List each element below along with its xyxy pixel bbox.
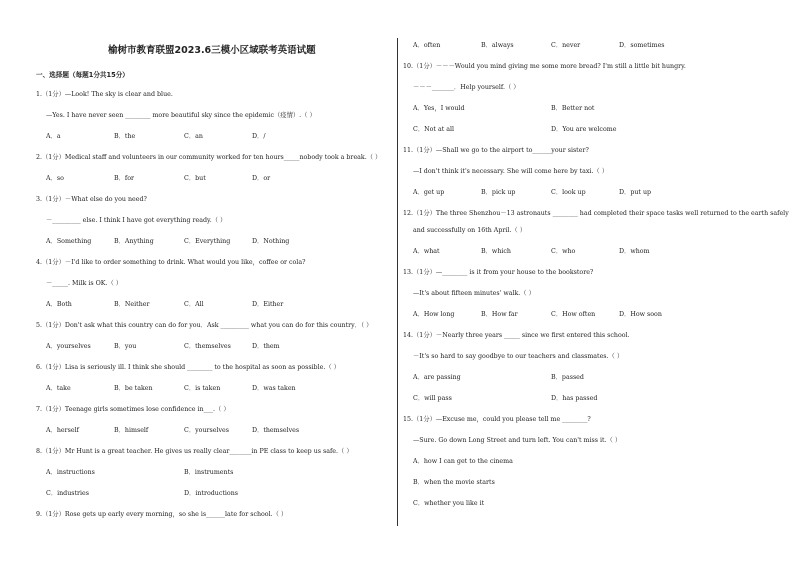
answer-option: D．Nothing: [252, 238, 290, 245]
answer-option: D．or: [252, 175, 271, 182]
answer-option: A．Yes，I would: [413, 105, 465, 112]
answer-option: C．Not at all: [413, 126, 455, 133]
question-stem: 2.（1分）Medical staff and volunteers in our community worked for ten hours_____nobody took a break.（ ）: [36, 154, 382, 161]
question-line: －_________ else. I think I have got everything ready.（ ）: [46, 217, 227, 224]
answer-option: C．an: [184, 133, 203, 140]
exam-title: 榆树市教育联盟2023.6三模小区域联考英语试题: [108, 45, 316, 56]
question-stem: 13.（1分）—________ is it from your house to the bookstore?: [403, 269, 594, 276]
answer-option: D．themselves: [252, 427, 300, 434]
answer-option: D．Either: [252, 301, 284, 308]
answer-option: B．pick up: [481, 189, 516, 196]
answer-option: C．All: [184, 301, 204, 308]
question-line: —Yes. I have never seen ________ more beautiful sky since the epidemic（疫情）.（ ）: [46, 112, 316, 119]
question-line: －_____. Milk is OK.（ ）: [46, 280, 123, 287]
answer-option: A．so: [46, 175, 64, 182]
question-stem: 11.（1分）—Shall we go to the airport to______your sister?: [403, 147, 589, 154]
answer-option: B．How far: [481, 311, 518, 318]
question-stem: 7.（1分）Teenage girls sometimes lose confidence in___.（ ）: [36, 406, 230, 413]
answer-option: C．never: [551, 42, 581, 49]
answer-option: D．/: [252, 133, 266, 140]
question-line: —Sure. Go down Long Street and turn left. You can't miss it.（ ）: [413, 437, 622, 444]
section-heading: 一、选择题（每题1分共15分）: [36, 71, 129, 79]
answer-option: A．Something: [46, 238, 92, 245]
answer-option: A．take: [46, 385, 71, 392]
answer-option: C．is taken: [184, 385, 221, 392]
answer-option: B．Anything: [114, 238, 154, 245]
answer-option: A．get up: [413, 189, 445, 196]
question-stem: 9.（1分）Rose gets up early every morning，so she is______late for school.（ ）: [36, 511, 288, 518]
answer-option: B．always: [481, 42, 514, 49]
answer-option: C．industries: [46, 490, 90, 497]
answer-option: D．introductions: [184, 490, 238, 497]
answer-option: C．but: [184, 175, 206, 182]
answer-option: C．Everything: [184, 238, 231, 245]
question-stem: 5.（1分）Don't ask what this country can do for you．Ask _________ what you can do for this country．（ ）: [36, 322, 373, 329]
answer-option: B．instruments: [184, 469, 234, 476]
question-line: －It's so hard to say goodbye to our teachers and classmates.（ ）: [413, 353, 624, 360]
answer-option: C．How often: [551, 311, 596, 318]
question-line: －－－_______．Help yourself.（ ）: [413, 84, 520, 91]
answer-option: B．you: [114, 343, 137, 350]
question-stem: 14.（1分）－Nearly three years _____ since we first entered this school.: [403, 332, 630, 339]
answer-option: B．be taken: [114, 385, 153, 392]
question-stem: 3.（1分）－What else do you need?: [36, 196, 147, 203]
question-stem: 4.（1分）－I'd like to order something to drink. What would you like，coffee or cola?: [36, 259, 306, 266]
question-line: and successfully on 16th April.（ ）: [413, 227, 527, 234]
question-line: —It's about fifteen minutes' walk.（ ）: [413, 290, 535, 297]
answer-option: C．will pass: [413, 395, 452, 402]
answer-option: D．was taken: [252, 385, 296, 392]
answer-option: C．look up: [551, 189, 586, 196]
question-line: —I don't think it's necessary. She will come here by taxi.（ ）: [413, 168, 608, 175]
question-stem: 1.（1分）—Look! The sky is clear and blue.: [36, 91, 173, 98]
answer-option: A．Both: [46, 301, 72, 308]
answer-option: C．yourselves: [184, 427, 230, 434]
question-stem: 8.（1分）Mr Hunt is a great teacher. He gives us really clear_______in PE class to keep us safe.（ ）: [36, 448, 353, 455]
column-divider: [397, 38, 398, 526]
answer-option: D．You are welcome: [551, 126, 617, 133]
answer-option: A．How long: [413, 311, 455, 318]
answer-option: C．whether you like it: [413, 500, 485, 507]
answer-option: D．put up: [619, 189, 652, 196]
answer-option: B．the: [114, 133, 136, 140]
question-stem: 6.（1分）Lisa is seriously ill. I think she should ________ to the hospital as soon as possible.（ ）: [36, 364, 340, 371]
answer-option: A．what: [413, 248, 440, 255]
answer-option: D．whom: [619, 248, 650, 255]
answer-option: B．Neither: [114, 301, 150, 308]
answer-option: D．them: [252, 343, 280, 350]
answer-option: A．often: [413, 42, 441, 49]
answer-option: B．passed: [551, 374, 584, 381]
answer-option: B．which: [481, 248, 511, 255]
answer-option: C．themselves: [184, 343, 231, 350]
answer-option: A．instructions: [46, 469, 95, 476]
answer-option: D．sometimes: [619, 42, 665, 49]
answer-option: A．a: [46, 133, 61, 140]
question-stem: 10.（1分）－－－Would you mind giving me some more bread? I'm still a little bit hungry.: [403, 63, 686, 70]
answer-option: D．How soon: [619, 311, 662, 318]
answer-option: A．how I can get to the cinema: [413, 458, 513, 465]
answer-option: A．yourselves: [46, 343, 91, 350]
question-stem: 12.（1分）The three Shenzhou－13 astronauts ________ had completed their space tasks well returned to the earth safely: [403, 210, 789, 217]
answer-option: D．has passed: [551, 395, 598, 402]
answer-option: C．who: [551, 248, 576, 255]
answer-option: B．Better not: [551, 105, 595, 112]
answer-option: A．herself: [46, 427, 79, 434]
answer-option: B．when the movie starts: [413, 479, 495, 486]
answer-option: B．himself: [114, 427, 149, 434]
answer-option: B．for: [114, 175, 135, 182]
question-stem: 15.（1分）—Excuse me，could you please tell me ________?: [403, 416, 591, 423]
answer-option: A．are passing: [413, 374, 461, 381]
